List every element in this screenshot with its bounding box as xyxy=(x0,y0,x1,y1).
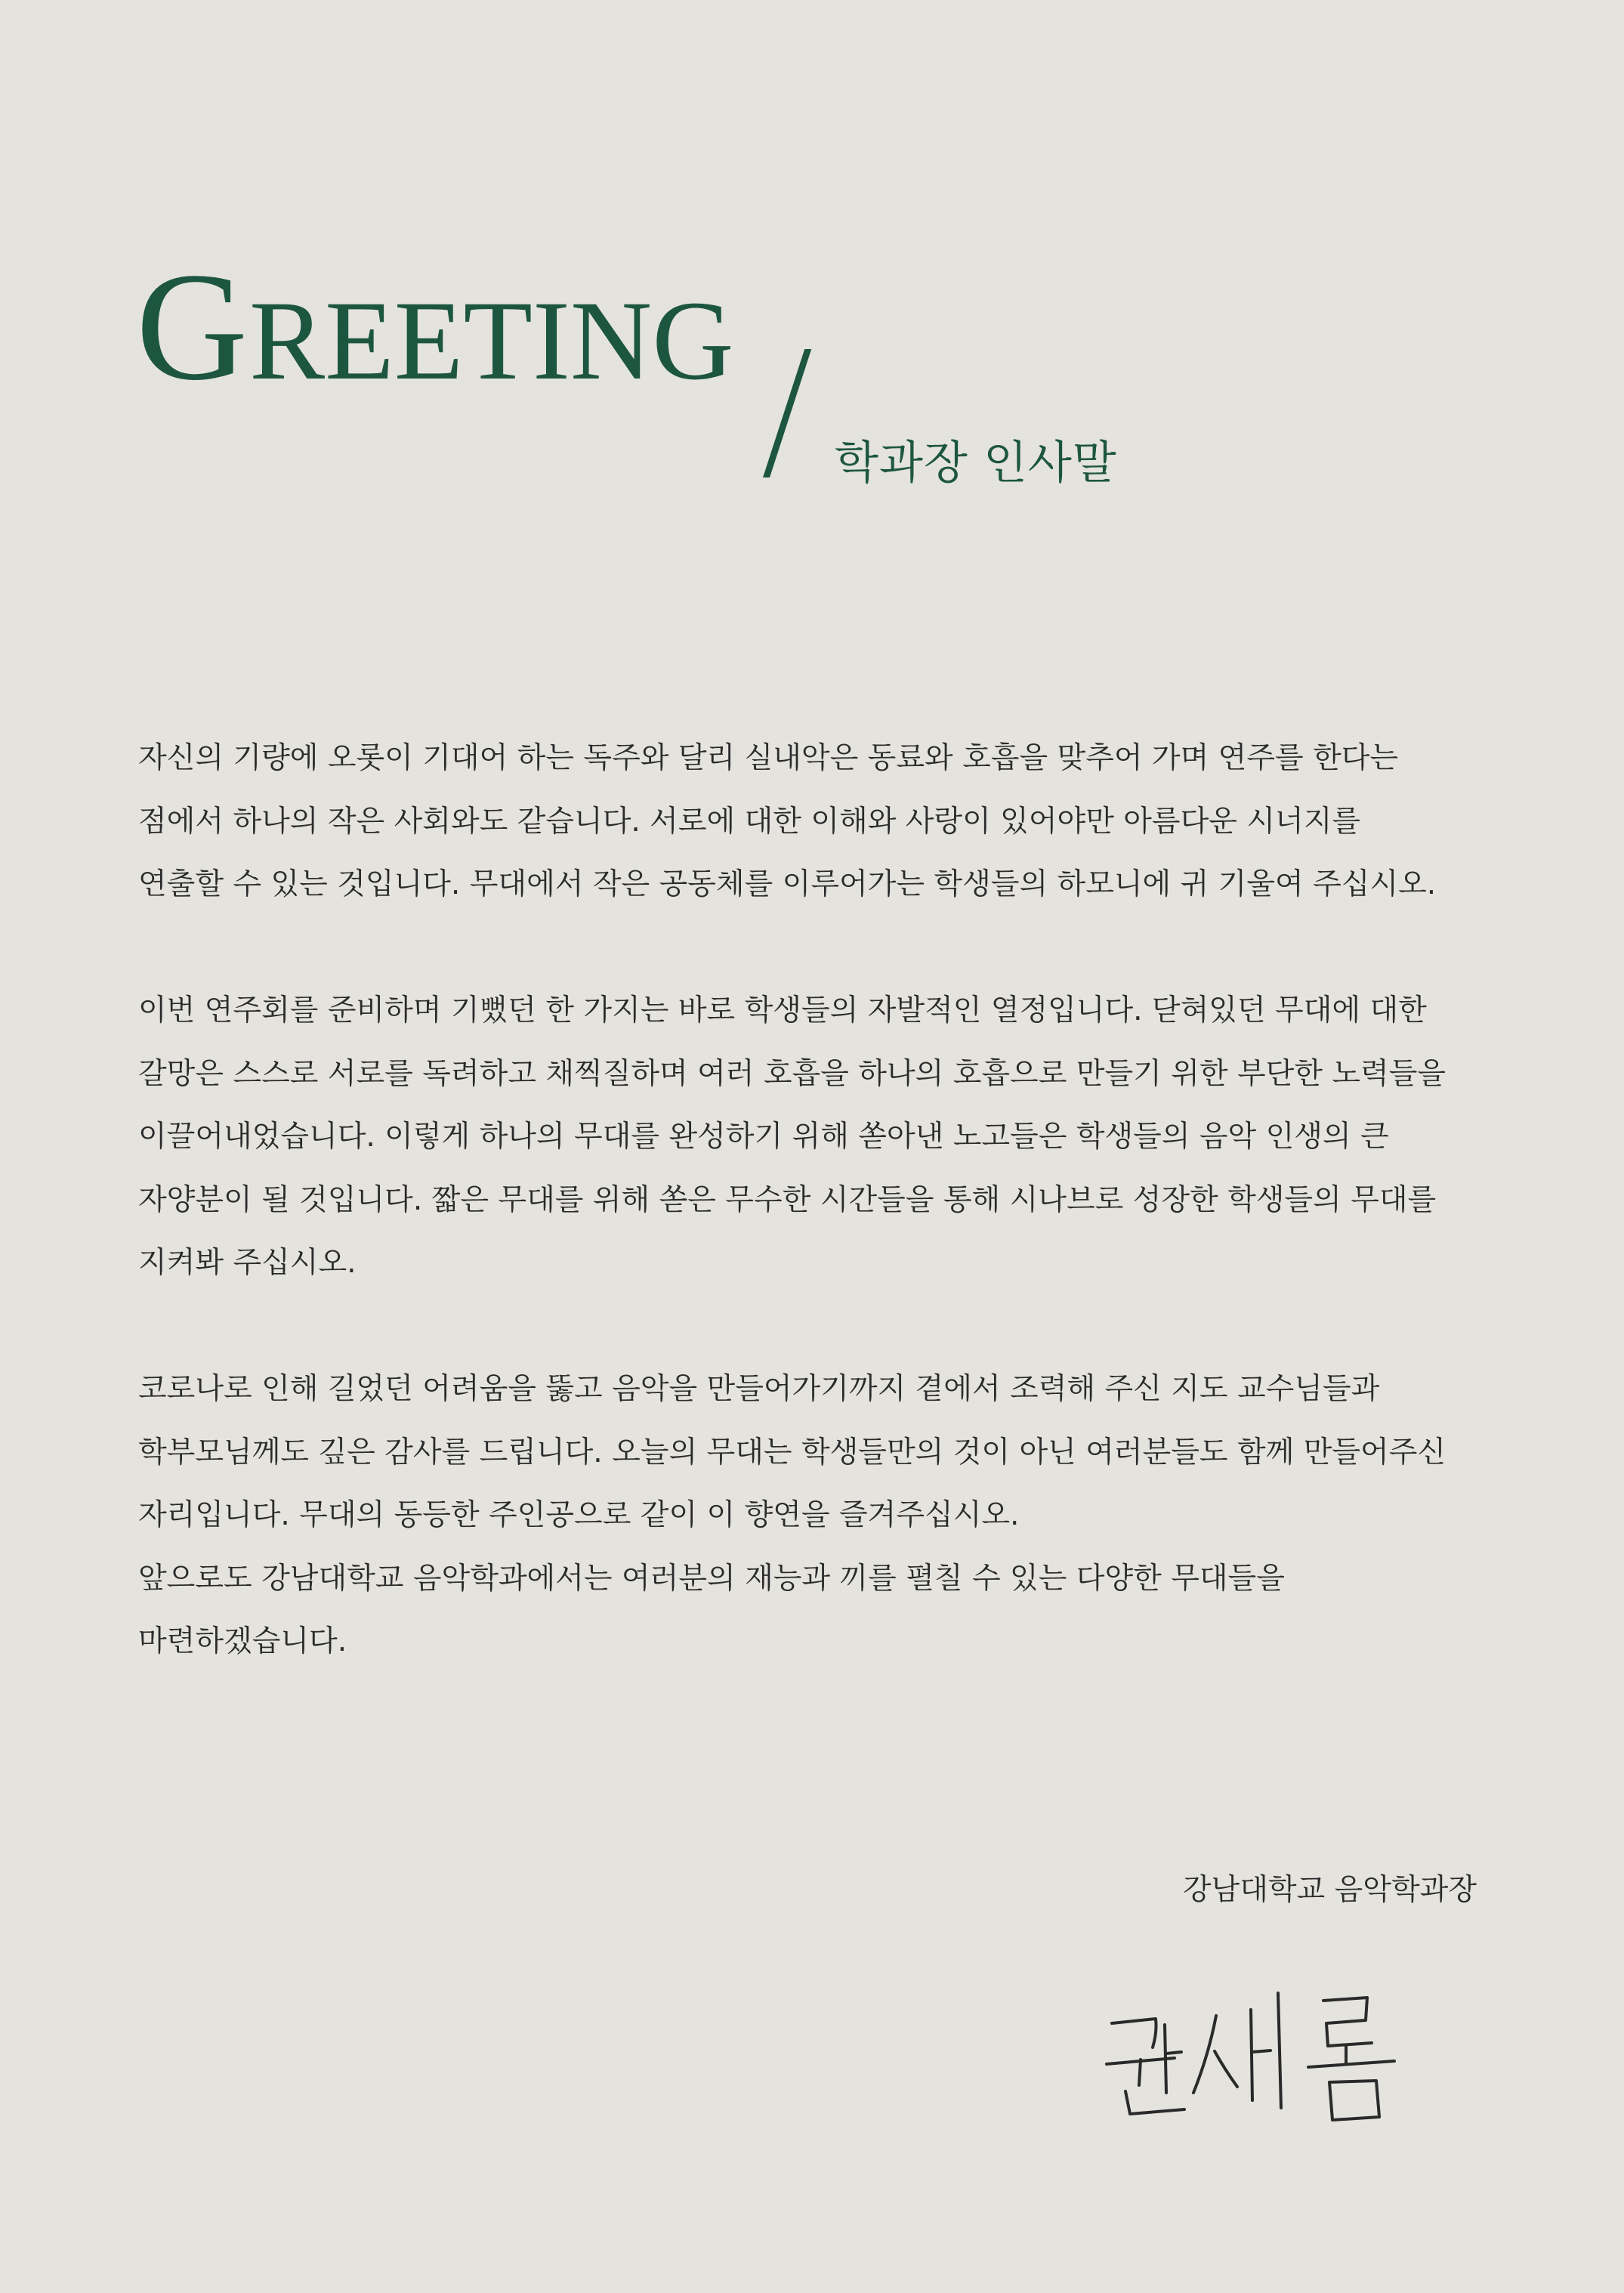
paragraph-4 xyxy=(138,1547,1487,1673)
page-title-initial: G xyxy=(136,241,250,413)
page-subtitle: 학과장 인사말 xyxy=(835,437,1117,490)
greeting-body xyxy=(138,727,1487,1736)
paragraph-3 xyxy=(138,1358,1487,1547)
paragraph-line: 자양분이 될 것입니다. 짧은 무대를 위해 쏟은 무수한 시간들을 통해 시나브로 성장한 학생들의 무대를 xyxy=(138,1182,1437,1217)
paragraph-line: 자신의 기량에 오롯이 기대어 하는 독주와 달리 실내악은 동료와 호흡을 맞추어 가며 연주를 한다는 xyxy=(138,741,1399,775)
paragraph-line: 학부모님께도 깊은 감사를 드립니다. 오늘의 무대는 학생들만의 것이 아닌 여러분들도 함께 만들어주신 xyxy=(138,1435,1446,1469)
paragraph-line: 코로나로 인해 길었던 어려움을 뚫고 음악을 만들어가기까지 곁에서 조력해 주신 지도 교수님들과 xyxy=(138,1372,1380,1406)
paragraph-line: 연출할 수 있는 것입니다. 무대에서 작은 공동체를 이루어가는 학생들의 하모니에 귀 기울여 주십시오. xyxy=(138,867,1437,901)
paragraph-line: 마련하겠습니다. xyxy=(138,1624,347,1658)
paragraph-line: 자리입니다. 무대의 동등한 주인공으로 같이 이 향연을 즐겨주십시오. xyxy=(138,1498,1020,1532)
paragraph-1 xyxy=(138,727,1487,916)
handwritten-signature xyxy=(1103,1979,1435,2131)
paragraph-2 xyxy=(138,979,1487,1295)
paragraph-line: 이끌어내었습니다. 이렇게 하나의 무대를 완성하기 위해 쏟아낸 노고들은 학생들의 음악 인생의 큰 xyxy=(138,1120,1389,1154)
paragraph-line: 앞으로도 강남대학교 음악학과에서는 여러분의 재능과 끼를 펼칠 수 있는 다양한 무대들을 xyxy=(138,1561,1285,1596)
title-divider-slash xyxy=(763,349,811,477)
page-title-rest: REETING xyxy=(249,278,734,403)
page-title xyxy=(136,241,734,413)
paragraph-line: 갈망은 스스로 서로를 독려하고 채찍질하며 여러 호흡을 하나의 호흡으로 만들기 위한 부단한 노력들을 xyxy=(138,1056,1446,1091)
paragraph-line: 이번 연주회를 준비하며 기뻤던 한 가지는 바로 학생들의 자발적인 열정입니다. 닫혀있던 무대에 대한 xyxy=(138,994,1427,1028)
paragraph-line: 지켜봐 주십시오. xyxy=(138,1246,357,1280)
signatory-affiliation: 강남대학교 음악학과장 xyxy=(1182,1873,1477,1907)
paragraph-line: 점에서 하나의 작은 사회와도 같습니다. 서로에 대한 이해와 사랑이 있어야만 아름다운 시너지를 xyxy=(138,804,1361,839)
